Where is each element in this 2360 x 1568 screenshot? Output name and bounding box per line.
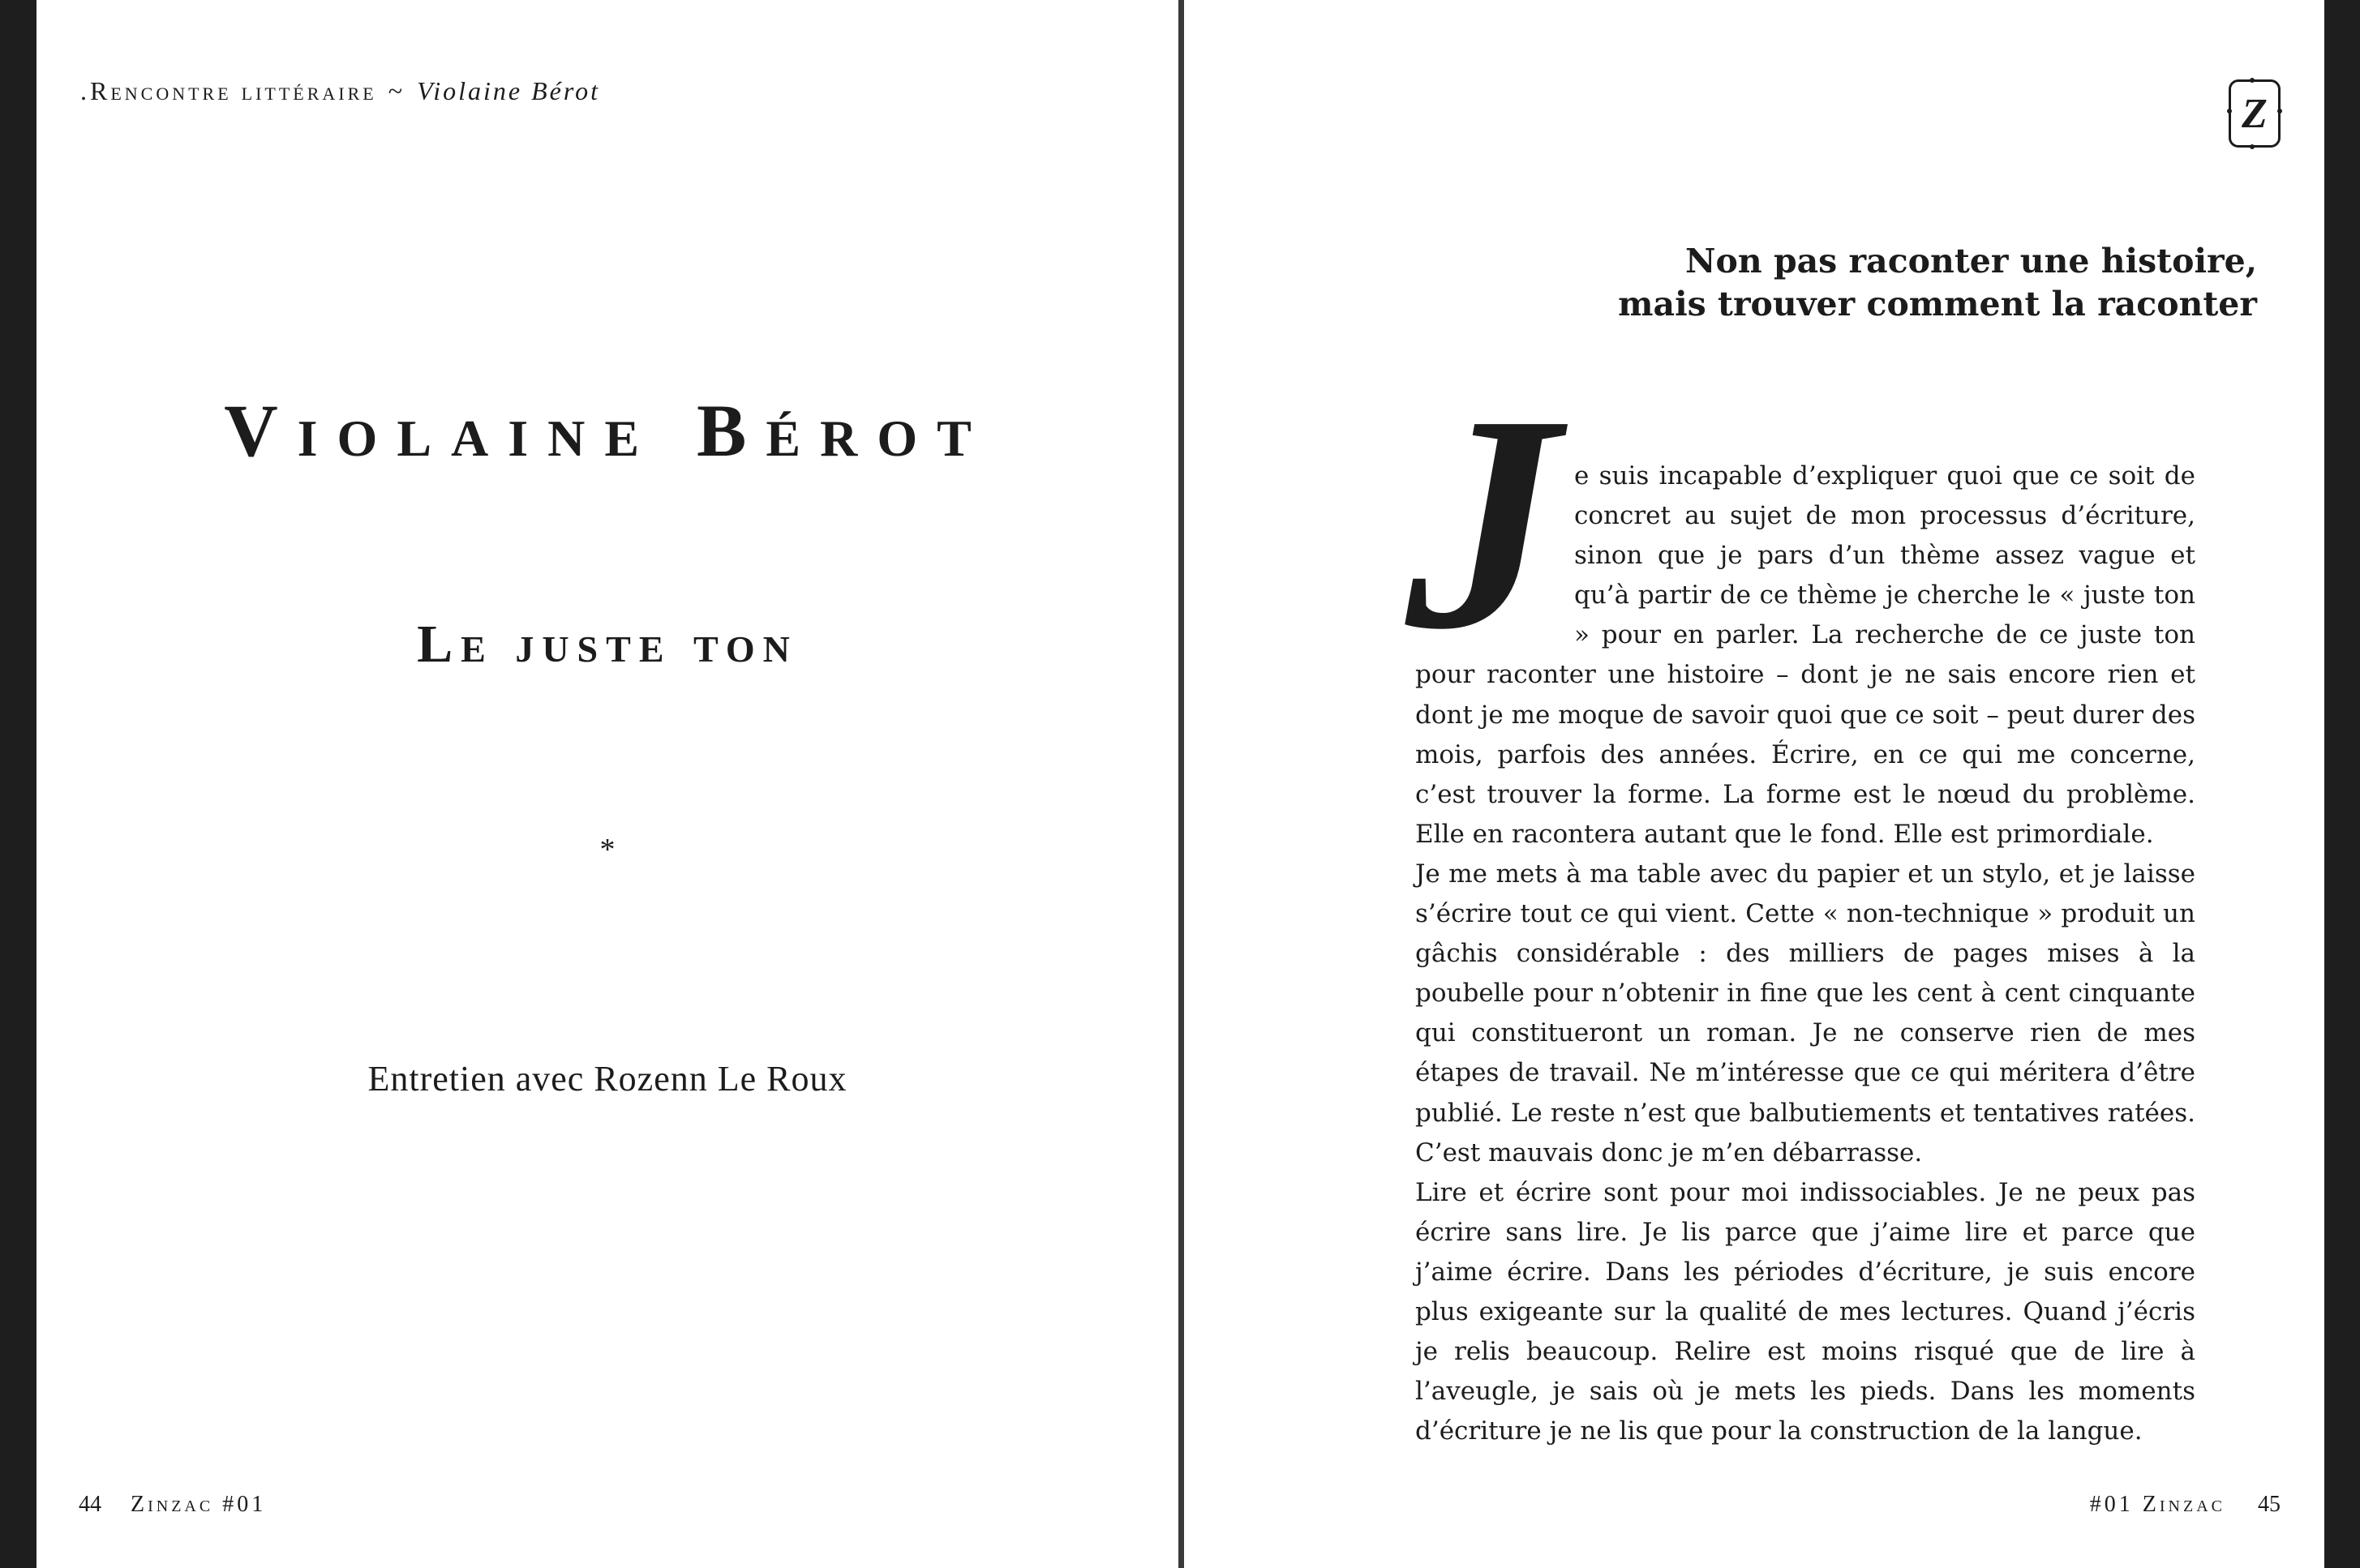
running-head-author: Violaine Bérot — [417, 76, 601, 105]
logo-dot-right — [2277, 109, 2282, 114]
right-page — [1184, 0, 2324, 1568]
magazine-name-right: #01 Zinzac — [2089, 1492, 2225, 1517]
article-subtitle: Le juste ton — [417, 615, 798, 674]
paragraph-2: Je me mets à ma table avec du papier et un stylo, et je laisse s’écrire tout ce qui vient. Cette « non-technique » produit un gâchis considérable : des milliers de pages mises à la poubelle pour n’obtenir in fine que les cent à cent cinquante qui constitueront un roman. Je ne conserve rien de mes étapes de travail. Ne m’intéresse que ce qui méritera d’être publié. Le reste n’est que balbutiements et tentatives ratées. C’est mauvais donc je m’en débarrasse. — [1415, 859, 2195, 1167]
left-page — [36, 0, 1178, 1568]
spread-gutter — [1178, 0, 1184, 1568]
left-folio — [79, 1492, 266, 1518]
page-number-left: 44 — [79, 1492, 101, 1517]
right-folio — [2090, 1492, 2281, 1518]
headline-line-1: Non pas raconter une histoire, — [1685, 242, 2257, 281]
author-title: Violaine Bérot — [224, 389, 991, 472]
logo-letter: Z — [2242, 90, 2268, 137]
article-headline — [1618, 240, 2257, 326]
paragraph-3: Lire et écrire sont pour moi indissociables. Je ne peux pas écrire sans lire. Je lis parce que j’aime lire et parce que j’aime écrire. Dans les périodes d’écriture, je suis encore plus exigeante sur la qualité de mes lectures. Quand j’écris je relis beaucoup. Relire est moins risqué que de lire à l’aveugle, je sais où je mets les pieds. Dans les moments d’écriture je ne lis que pour la construction de la langue. — [1415, 1177, 2195, 1446]
logo-dot-left — [2227, 109, 2232, 114]
logo-dot-bottom — [2250, 144, 2255, 149]
magazine-name-left: Zinzac #01 — [131, 1492, 267, 1517]
zinzac-logo-icon — [2229, 79, 2281, 148]
running-head — [80, 76, 600, 106]
article-body — [1405, 352, 2195, 1451]
drop-cap: J — [1405, 352, 1560, 693]
logo-dot-top — [2250, 78, 2255, 83]
page-number-right: 45 — [2258, 1492, 2281, 1517]
running-head-separator: ~ — [388, 76, 406, 105]
paragraph-1: e suis incapable d’expliquer quoi que ce soit de concret au sujet de mon processus d’écriture, sinon que je pars d’un thème assez vague et qu’à partir de ce thème je cherche le « juste ton » pour en parler. La recherche de ce juste ton pour raconter une histoire – dont je ne sais encore rien et dont je me moque de savoir quoi que ce soit – peut durer des mois, parfois des années. Écrire, en ce qui me concerne, c’est trouver la forme. La forme est le nœud du problème. Elle en racontera autant que le fond. Elle est primordiale. — [1415, 461, 2195, 849]
running-head-section: .Rencontre littéraire — [80, 76, 377, 105]
interview-credit: Entretien avec Rozenn Le Roux — [367, 1059, 847, 1099]
headline-line-2: mais trouver comment la raconter — [1618, 285, 2257, 323]
asterisk-ornament: * — [599, 833, 616, 867]
